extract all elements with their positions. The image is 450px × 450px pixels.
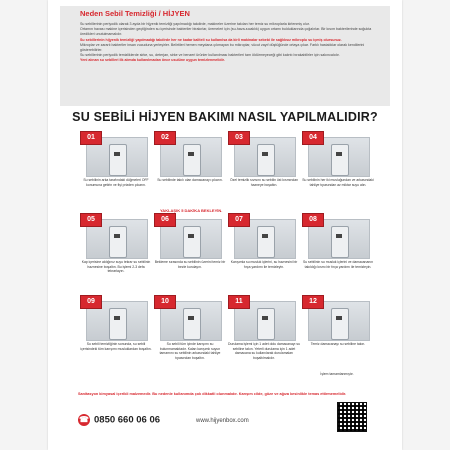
info-bullet-1: Su sebillerinin periyodik olarak 3 ayda bir hijyenik temizliği yapılmadığı takdirde, makineler üzerine takılan her temiz su mikroplarla kirlenmiş olur. (80, 22, 310, 26)
step-05 (80, 213, 152, 291)
step-number: 04 (302, 131, 324, 145)
wait-note: YAKLAŞIK 5 DAKİKA BEKLEYİN. (160, 208, 223, 213)
step-caption: Temiz damacanayı su sebiline takın. (310, 342, 366, 346)
steps-grid (80, 131, 374, 371)
step-number: 08 (302, 213, 324, 227)
step-number: 01 (80, 131, 102, 145)
step-caption: Su sebili tüm içinde karışımı su bulunmamaktadır. Kalan karışımlı suyun tamamını su sebilinin arkasındaki tahliye tıpasından boşaltın. (159, 342, 221, 360)
step-09 (80, 295, 152, 373)
phone-text: 0850 660 06 06 (94, 414, 161, 426)
step-number: 07 (228, 213, 250, 227)
step-number: 03 (228, 131, 250, 145)
step-number: 12 (302, 295, 324, 309)
step-caption: Özel temizlik sıvısını su sebilin üst kısmından hazneye boşaltın. (229, 178, 299, 187)
step-number: 10 (154, 295, 176, 309)
qr-code-icon (337, 402, 367, 432)
info-box (60, 6, 390, 106)
step-caption: Su sebilinin su musluk içlerini ve damacananın takıldığı kısmı bir fırça yardımı ile temizleyin. (302, 260, 374, 269)
info-title: Neden Sebil Temizliği / HİJYEN (80, 9, 190, 18)
info-bullet-6: Yeni alınan su sebilleri ilk alımda kullanılmadan önce usulüne uygun temizlenmelidir. (80, 58, 225, 63)
finish-text: İşlem tamamlanmıştır. (320, 372, 354, 376)
step-caption: Bekleme sırasında su sebilinin üzerini temiz bir bezle kurulayın. (154, 260, 226, 269)
step-caption: Su sebili temizliğinin sonunda, su sebili içerisindeki tüm karışımı musluklardan boşaltın. (80, 342, 152, 351)
phone-icon: ☎ (79, 415, 89, 424)
step-07 (228, 213, 300, 291)
main-title: SU SEBİLİ HİJYEN BAKIMI NASIL YAPILMALIDIR? (72, 110, 378, 124)
website-link[interactable]: www.hijyenbox.com (196, 418, 249, 424)
info-bullet-5: Su sebillerinin periyodik temizliklerde sirke, su, deterjan, sirke ve benzeri ürünler kullanılması bakterileri tam öldürmeyeceği gibi kalıntı bırakabilirler için sakıncalıdır. (80, 53, 340, 58)
step-04 (302, 131, 374, 209)
step-number: 11 (228, 295, 250, 309)
step-11 (228, 295, 300, 373)
step-number: 09 (80, 295, 102, 309)
info-bullet-3: Su sebillerinin hijyenik temizliği yapılmadığı takdirde her ne kadar kaliteli su kullanılsa da kirli makinalar sebebi ile sağlıksız mikroplu su içmiş olursunuz. (80, 37, 342, 42)
step-number: 06 (154, 213, 176, 227)
step-01 (80, 131, 152, 209)
info-bullet-4: Mikroplar ve zararlı bakteriler insan vucuduna yerleşirler. Belirtileri hemen meydana çıkmayan bu mikroplar, vücut zayıf düştüğünde ortaya çıkar. Farklı hastalıklar olarak kendilerini gösterebilirler. (80, 42, 365, 53)
step-caption: Kap içerisine aldığınız suyu tekrar su sebilinin haznesine boşaltın. Bu işlemi 2-3 defa tekrarlayın. (81, 260, 151, 274)
step-06 (154, 213, 226, 291)
step-number: 05 (80, 213, 102, 227)
info-bullet-2: Ortamın havası makine içerisinden geçtiğinden su içerisinde bakteriler birakırlar, üremeleri için (su-hava-sıcaklık) uygun ortamı bulduklarında çoğalırlar. Bir kısım bakterilerinde soğukta üredikleri unutulmamalıdır. (80, 27, 372, 37)
step-caption: Karışımla su musluk içlerini, su haznesini bir fırça yardımı ile temizleyin. (230, 260, 298, 269)
step-12 (302, 295, 374, 373)
step-10 (154, 295, 226, 373)
step-caption: Su sebilinin arka tarafındaki düğmeleri OFF konumuna getirin ve fişi prizden çıkarın. (83, 178, 149, 187)
safety-footnote: Sanitasyon kimyasal içerikli malzemedir. Bu nedenle kullanımda çok dikkatli olunmalıdır. Karışım cilde, göze ve ağıza kesinlikle temas ettirmemelidir. (78, 392, 347, 396)
step-number: 02 (154, 131, 176, 145)
step-08 (302, 213, 374, 291)
step-caption: Su sebilinde takılı olan damacanayı çıkarın. (157, 178, 223, 182)
step-caption: Durulama işlemi için 1 adet dolu damacanayı su sebiline takın. Yeterli durulama için 1 adet damacana su kullanılarak durulamaları boşaltılmalıdır. (228, 342, 300, 360)
phone-number[interactable] (78, 414, 160, 426)
step-caption: Su sebilinin her iki musluğundan ve arkasındaki tahliye tıpasından az miktar suyu alın. (302, 178, 374, 187)
step-03 (228, 131, 300, 209)
step-02 (154, 131, 226, 209)
info-body (80, 22, 380, 64)
